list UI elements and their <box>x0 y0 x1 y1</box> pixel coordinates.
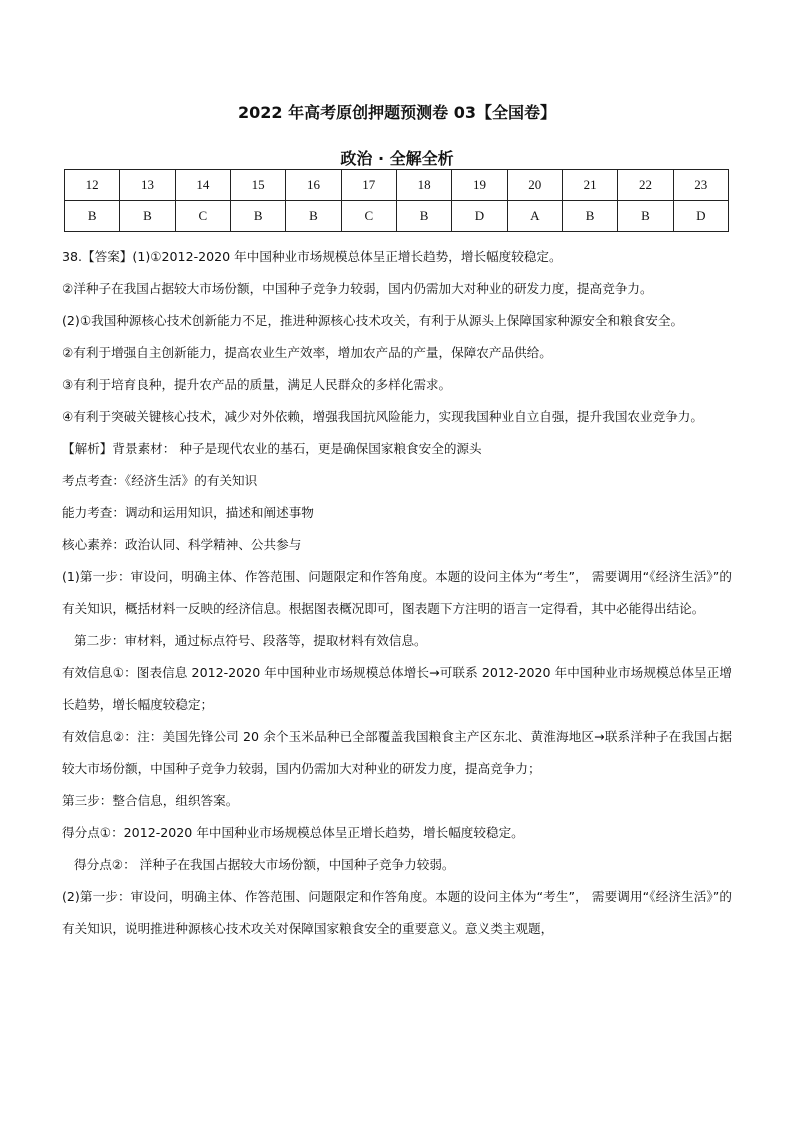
question-number: 23 <box>673 170 728 201</box>
answer-cell: A <box>507 201 562 232</box>
analysis-paragraph: 有效信息①：图表信息 2012-2020 年中国种业市场规模总体增长→可联系 2012-2020 年中国种业市场规模总体呈正增长趋势，增长幅度较稳定； <box>62 665 732 712</box>
question-number: 12 <box>65 170 120 201</box>
answer-cell: B <box>618 201 673 232</box>
analysis-line: 第三步：整合信息，组织答案。 <box>62 793 239 808</box>
answer-line: ③有利于培育良种，提升农产品的质量，满足人民群众的多样化需求。 <box>62 377 452 392</box>
answer-explanation <box>62 241 732 945</box>
answer-cell: C <box>175 201 230 232</box>
answer-cell: B <box>120 201 175 232</box>
question-number: 13 <box>120 170 175 201</box>
answer-cell: D <box>452 201 507 232</box>
analysis-paragraph: (1)第一步：审设问，明确主体、作答范围、问题限定和作答角度。本题的设问主体为“考生”， 需要调用“《经济生活》”的有关知识，概括材料一反映的经济信息。根据图表概况即可，图表题下方注明的语言一定得看，其中必能得出结论。 <box>62 569 732 616</box>
question-number: 15 <box>230 170 285 201</box>
question-number: 19 <box>452 170 507 201</box>
analysis-paragraph: 有效信息②：注：美国先锋公司 20 余个玉米品种已全部覆盖我国粮食主产区东北、黄淮海地区→联系洋种子在我国占据较大市场份额，中国种子竞争力较弱，国内仍需加大对种业的研发力度，提高竞争力； <box>62 729 732 776</box>
question-number-row <box>65 170 729 201</box>
question-number: 16 <box>286 170 341 201</box>
analysis-line: 核心素养：政治认同、科学精神、公共参与 <box>62 537 302 552</box>
question-number: 18 <box>396 170 451 201</box>
answer-cell: C <box>341 201 396 232</box>
question-number: 20 <box>507 170 562 201</box>
answer-line: 38.【答案】(1)①2012-2020 年中国种业市场规模总体呈正增长趋势，增长幅度较稳定。 <box>62 249 562 264</box>
answer-line: ②洋种子在我国占据较大市场份额，中国种子竞争力较弱，国内仍需加大对种业的研发力度，提高竞争力。 <box>62 281 653 296</box>
answer-cell: D <box>673 201 728 232</box>
analysis-line: 能力考查：调动和运用知识，描述和阐述事物 <box>62 505 314 520</box>
answer-line: ②有利于增强自主创新能力，提高农业生产效率，增加农产品的产量，保障农产品供给。 <box>62 345 552 360</box>
answer-cell: B <box>286 201 341 232</box>
analysis-paragraph: (2)第一步：审设问，明确主体、作答范围、问题限定和作答角度。本题的设问主体为“考生”， 需要调用“《经济生活》”的有关知识，说明推进种源核心技术攻关对保障国家粮食安全的重要意义。意义类主观题， <box>62 889 732 936</box>
analysis-line: 得分点②： 洋种子在我国占据较大市场份额，中国种子竞争力较弱。 <box>74 857 455 872</box>
page-subtitle: 政治 · 全解全析 <box>340 149 454 168</box>
question-number: 21 <box>562 170 617 201</box>
answer-cell: B <box>562 201 617 232</box>
analysis-line: 考点考查：《经济生活》的有关知识 <box>62 473 258 488</box>
analysis-line: 【解析】背景素材： 种子是现代农业的基石，更是确保国家粮食安全的源头 <box>62 441 482 456</box>
analysis-line: 第二步：审材料，通过标点符号、段落等，提取材料有效信息。 <box>74 633 427 648</box>
answer-table <box>64 169 729 232</box>
answer-line: ④有利于突破关键核心技术，减少对外依赖，增强我国抗风险能力，实现我国种业自立自强，提升我国农业竞争力。 <box>62 409 703 424</box>
question-number: 14 <box>175 170 230 201</box>
answer-cell: B <box>396 201 451 232</box>
answer-cell: B <box>65 201 120 232</box>
answer-row <box>65 201 729 232</box>
question-number: 17 <box>341 170 396 201</box>
question-number: 22 <box>618 170 673 201</box>
page-title: 2022 年高考原创押题预测卷 03【全国卷】 <box>238 103 556 122</box>
analysis-line: 得分点①：2012-2020 年中国种业市场规模总体呈正增长趋势，增长幅度较稳定。 <box>62 825 524 840</box>
answer-line: (2)①我国种源核心技术创新能力不足，推进种源核心技术攻关，有利于从源头上保障国家种源安全和粮食安全。 <box>62 313 684 328</box>
answer-cell: B <box>230 201 285 232</box>
